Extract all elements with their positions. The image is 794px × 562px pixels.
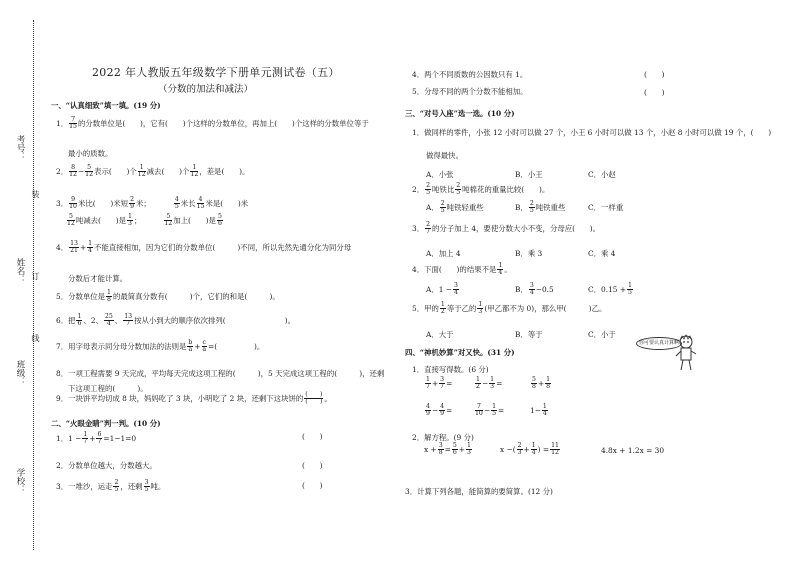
s4-calc-5: $\frac{7}{10}$ − $\frac{1}{5}$ = (475, 403, 505, 418)
s1-q6: 6．把 $\frac{1}{6}$ 、2、 $\frac{25}{4}$ 、 $\frac{13}{7}$ 按从小到大的顺序依次排列( )。 (56, 313, 296, 328)
s3-q1-cont: 做得最快。 (426, 151, 463, 160)
s3-q4: 4．下面( )的结果不是 $\frac{1}{4}$ 。 (412, 262, 512, 277)
s3-q3-option-c: C．乘 4 (588, 249, 616, 258)
s3-q4-option-c: C．0.15 + $\frac{1}{5}$ (588, 282, 632, 297)
binding-dotted-line (33, 20, 36, 550)
s1-q8: 8．一项工程需要 9 天完成，平均每天完成这项工程的( )，5 天完成这项工程的( )，还剩 (56, 369, 385, 378)
s1-q3-line2: $\frac{5}{12}$ 吨减去( )是 $\frac{1}{3}$ ； $\frac{5}{12}$ 加上( )是 $\frac{5}{6}$ (67, 213, 222, 228)
s2-q5: 5．分母不同的两个分数不能相加。 (412, 87, 528, 96)
s3-q2-option-a: A． $\frac{2}{5}$ 吨铁轻重些 (426, 200, 484, 215)
binding-mark-zhuang: 装 (31, 190, 40, 198)
s4-q2: 2．解方程。(9 分) (412, 433, 474, 442)
s4-calc-6: 1− $\frac{1}{4}$ (530, 403, 547, 418)
s2-q2-answer-parens: ( ) (302, 461, 323, 470)
s4-calc-3: $\frac{5}{8}$ + $\frac{1}{8}$ (532, 376, 551, 391)
binding-mark-xian: 线 (31, 334, 40, 342)
s2-q5-answer-parens: ( ) (644, 88, 665, 97)
s2-q4-answer-parens: ( ) (644, 70, 665, 79)
s4-equation-2: x −( $\frac{2}{3}$ + $\frac{1}{4}$ ) = $\frac{11}{12}$ (500, 442, 559, 457)
s1-q1: 1． $\frac{7}{15}$ 的分数单位是( )，它有( )个这样的分数单位，再加上( )个这样的分数单位等于 (56, 116, 369, 131)
s4-calc-2: $\frac{1}{2}$ − $\frac{1}{3}$ = (476, 376, 503, 391)
s3-q5-option-b: B．等于 (515, 330, 543, 339)
s3-q2: 2． $\frac{2}{5}$ 吨铁比 $\frac{2}{5}$ 吨棉花的重量比较( )。 (412, 182, 550, 197)
s3-q5-option-c: C．小于 (588, 330, 616, 339)
s3-q4-option-b: B． $\frac{3}{4}$ −0.5 (515, 282, 554, 297)
s2-q4: 4．两个不同质数的公因数只有 1。 (412, 70, 528, 79)
cartoon-student-icon (674, 334, 698, 374)
s1-q1-cont: 最小的质数。 (68, 149, 113, 158)
s1-q3: 3． $\frac{9}{10}$ 米比( )米短 $\frac{2}{9}$ 米； $\frac{4}{5}$ 米长 $\frac{4}{15}$ 米是( )米 (56, 196, 249, 211)
s3-q1: 1．做同样的零件，小张 12 小时可以做 27 个，小王 6 小时可以做 13 个，小赵 8 小时可以做 19 个，( ) (412, 128, 772, 137)
binding-label-xingming: 姓名： (15, 258, 25, 284)
s4-equation-3: 4.8x + 1.2x = 30 (601, 446, 665, 455)
s2-q3: 3．一堆沙，运走 $\frac{2}{5}$ ，还剩 $\frac{3}{5}$ 吨。 (56, 479, 166, 494)
page-title: 2022 年人教版五年级数学下册单元测试卷（五） (92, 66, 340, 79)
s3-q2-option-c: C．一样重 (588, 203, 624, 212)
s3-q1-option-b: B．小王 (515, 170, 543, 179)
s2-q1-answer-parens: ( ) (302, 432, 323, 441)
s3-q3-option-b: B．乘 3 (515, 249, 543, 258)
s3-q1-option-c: C．小赵 (588, 170, 616, 179)
speech-bubble: 你可要认真计算啊 (636, 337, 682, 350)
s1-q9: 9．一块饼平均切成 8 块，妈妈吃了 3 块，小明吃了 2 块，还剩下这块饼的 $\frac{( )}{( )}$ 。 (56, 391, 332, 406)
section4-heading: 四、“神机妙算”对又快。(31 分) (405, 348, 515, 357)
binding-label-kaohao: 考号： (15, 135, 25, 161)
s2-q1: 1．1 − $\frac{1}{7}$ + $\frac{6}{7}$ =1−1=0 (56, 431, 137, 446)
s4-q3: 3．计算下列各题，能简算的要简算。(12 分) (405, 487, 553, 496)
binding-label-banji: 班级： (15, 360, 25, 386)
page-subtitle: （分数的加法和减法） (158, 84, 254, 95)
s3-q3-option-a: A．加上 4 (426, 249, 461, 258)
s4-q1: 1．直接写得数。(6 分) (412, 365, 489, 374)
binding-mark-ding: 订 (31, 272, 40, 280)
s1-q7: 7．用字母表示同分母分数加法的法则是 $\frac{b}{a}$ + $\frac{c}{a}$ =( )。 (56, 339, 265, 354)
binding-label-xuexiao: 学校： (15, 468, 25, 494)
s3-q3: 3． $\frac{2}{7}$ 的分子加上 4，要使分数大小不变，分母应( )。 (412, 221, 601, 236)
s4-calc-4: $\frac{4}{9}$ − $\frac{4}{9}$ = (426, 403, 453, 418)
s1-q2: 2． $\frac{8}{12}$ − $\frac{5}{12}$ 表示( )个 $\frac{1}{12}$ 减去( )个 $\frac{1}{12}$ ，差是( )。 (56, 164, 250, 179)
s1-q8-cont: 下这项工程的( )。 (68, 384, 148, 393)
s3-q1-option-a: A．小张 (426, 170, 454, 179)
s2-q3-answer-parens: ( ) (302, 481, 323, 490)
s3-q2-option-b: B． $\frac{2}{5}$ 吨铁重些 (515, 200, 566, 215)
s1-q4: 4． $\frac{13}{21}$ + $\frac{1}{4}$ 不能直接相加，因为它们的分数单位( )不同，所以先然先通分化为同分母 (56, 240, 352, 255)
s3-q5: 5．甲的 $\frac{1}{2}$ 等于乙的 $\frac{1}{3}$ (甲乙都不为 0)，那么甲( )乙。 (412, 301, 607, 316)
section2-heading: 二、“火眼金睛”判一判。(10 分) (51, 419, 161, 428)
section3-heading: 三、“对号入座”选一选。(10 分) (405, 109, 515, 118)
s3-q4-option-a: A．1 − $\frac{3}{4}$ (426, 282, 458, 297)
s1-q5: 5．分数单位是 $\frac{1}{8}$ 的最简真分数有( )个，它们的和是( )。 (56, 289, 280, 304)
s2-q2: 2．分数单位越大，分数越大。 (56, 461, 157, 470)
section1-heading: 一、“认真细致”填一填。(19 分) (51, 101, 161, 110)
s3-q5-option-a: A．大于 (426, 330, 454, 339)
s4-equation-1: x + $\frac{3}{8}$ = $\frac{5}{6}$ + $\frac{1}{3}$ (424, 442, 471, 457)
s1-q4-cont: 分数后才能计算。 (68, 274, 128, 283)
s4-calc-1: $\frac{1}{7}$ + $\frac{3}{7}$ = (426, 376, 453, 391)
